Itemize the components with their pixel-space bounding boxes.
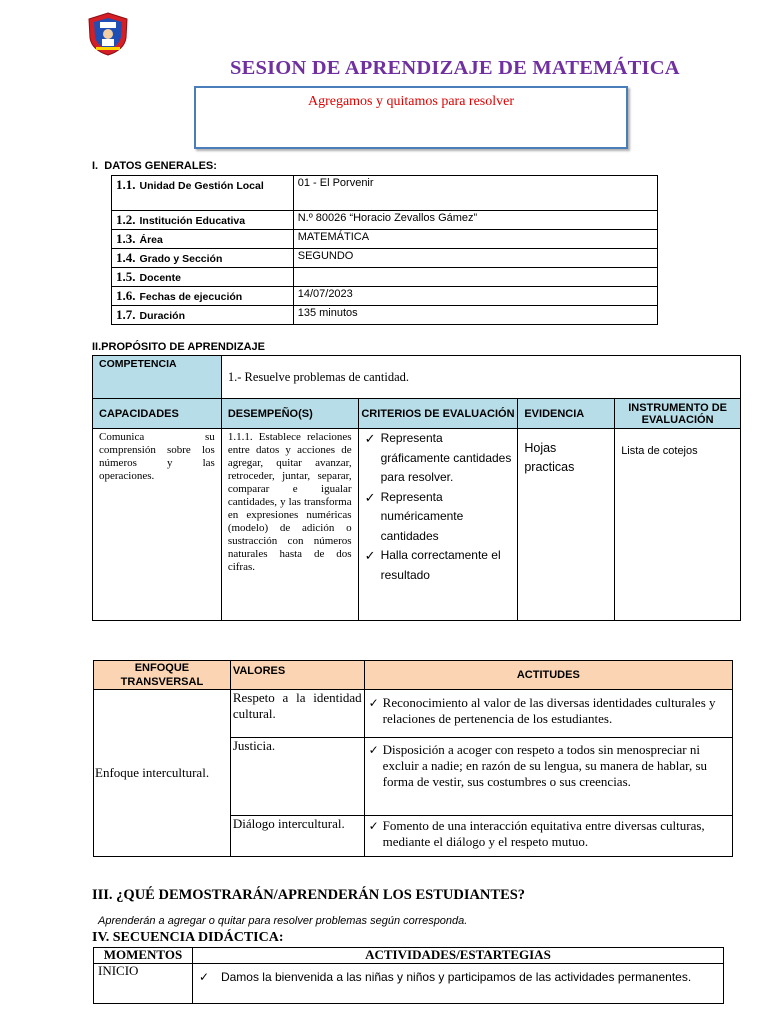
table-row: 1.7. Duración 135 minutos — [112, 306, 658, 325]
table-row: 1.2. Institución Educativa N.º 80026 “Horacio Zevallos Gámez” — [112, 211, 658, 230]
table-row — [93, 399, 741, 429]
actitud-item: ✓ Reconocimiento al valor de las diversas identidades culturales y relaciones de pertenencia de los estudiantes. — [367, 695, 730, 727]
col-criterios: CRITERIOS DE EVALUACIÓN — [358, 399, 518, 429]
col-instrumento: INSTRUMENTO DE EVALUACIÓN — [615, 399, 741, 429]
datos-value — [293, 268, 657, 287]
actividad-item: ✓ Damos la bienvenida a las niñas y niños y participamos de las actividades permanentes. — [197, 969, 717, 985]
datos-value: 01 - El Porvenir — [293, 176, 657, 211]
session-title-box — [194, 86, 628, 149]
capacidad-cell: Comunica su comprensión sobre los números y las operaciones. — [93, 429, 222, 621]
momento-cell: INICIO — [94, 964, 193, 1004]
page-title: SESION DE APRENDIZAJE DE MATEMÁTICA — [230, 57, 680, 79]
secuencia-table — [93, 947, 724, 1004]
criterio-item: ✓ Representa numéricamente cantidades — [363, 488, 514, 547]
table-row — [94, 948, 724, 964]
table-row: 1.1. Unidad De Gestión Local 01 - El Porvenir — [112, 176, 658, 211]
col-actividades: ACTIVIDADES/ESTARTEGIAS — [192, 948, 723, 964]
col-evidencia: EVIDENCIA — [518, 399, 615, 429]
enfoque-table — [93, 660, 733, 857]
competencia-value: 1.- Resuelve problemas de cantidad. — [221, 356, 740, 399]
actitud-item: ✓ Fomento de una interacción equitativa entre diversas culturas, mediante el diálogo y el respeto mutuo. — [367, 818, 730, 850]
table-row — [93, 356, 741, 399]
datos-value: 135 minutos — [293, 306, 657, 325]
valor-cell: Respeto a la identidad cultural. — [230, 690, 364, 738]
datos-table — [111, 175, 658, 325]
table-row: 1.5. Docente — [112, 268, 658, 287]
section-3-heading: III. ¿QUÉ DEMOSTRARÁN/APRENDERÁN LOS ESTUDIANTES? — [92, 887, 526, 903]
criterios-cell — [358, 429, 518, 621]
table-row: 1.4. Grado y Sección SEGUNDO — [112, 249, 658, 268]
col-enfoque: ENFOQUE TRANSVERSAL — [94, 661, 231, 690]
datos-value: MATEMÁTICA — [293, 230, 657, 249]
table-row — [94, 661, 733, 690]
table-row: 1.6. Fechas de ejecución 14/07/2023 — [112, 287, 658, 306]
school-logo — [86, 12, 130, 56]
datos-value: N.º 80026 “Horacio Zevallos Gámez” — [293, 211, 657, 230]
criterio-item: ✓ Representa gráficamente cantidades para resolver. — [363, 429, 514, 488]
section-3-text: Aprenderán a agregar o quitar para resolver problemas según corresponda. — [98, 915, 468, 927]
table-row — [94, 964, 724, 1004]
evidencia-cell: Hojas practicas — [518, 429, 615, 621]
col-capacidades: CAPACIDADES — [93, 399, 222, 429]
section-4-heading: IV. SECUENCIA DIDÁCTICA: — [92, 930, 284, 945]
instrumento-cell: Lista de cotejos — [615, 429, 741, 621]
actitud-item: ✓ Disposición a acoger con respeto a todos sin menospreciar ni excluir a nadie; en razón de su lengua, su manera de hablar, su forma de vestir, sus costumbres o sus creencias. — [367, 742, 730, 790]
enfoque-name: Enfoque intercultural. — [94, 690, 231, 857]
datos-value: SEGUNDO — [293, 249, 657, 268]
col-valores: VALORES — [230, 661, 364, 690]
valor-cell: Diálogo intercultural. — [230, 816, 364, 857]
table-row: 1.3. Área MATEMÁTICA — [112, 230, 658, 249]
table-row — [94, 690, 733, 738]
col-momentos: MOMENTOS — [94, 948, 193, 964]
section-datos-heading: I. DATOS GENERALES: — [92, 160, 217, 172]
session-title: Agregamos y quitamos para resolver — [307, 94, 515, 109]
competencia-label: COMPETENCIA — [93, 356, 222, 399]
col-actitudes: ACTITUDES — [364, 661, 732, 690]
proposito-table — [92, 355, 741, 621]
section-proposito-heading: II.PROPÓSITO DE APRENDIZAJE — [92, 341, 265, 353]
desempeno-cell: 1.1.1. Establece relaciones entre datos y acciones de agregar, quitar avanzar, retroceder, juntar, separar, comparar e igualar cantidades, y las transforma en expresiones numéricas (modelo) de adición o sustracción con números naturales hasta de dos cifras. — [221, 429, 358, 621]
criterio-item: ✓ Halla correctamente el resultado — [363, 546, 514, 585]
valor-cell: Justicia. — [230, 738, 364, 816]
col-desempeno: DESEMPEÑO(S) — [221, 399, 358, 429]
datos-value: 14/07/2023 — [293, 287, 657, 306]
table-row — [93, 429, 741, 621]
